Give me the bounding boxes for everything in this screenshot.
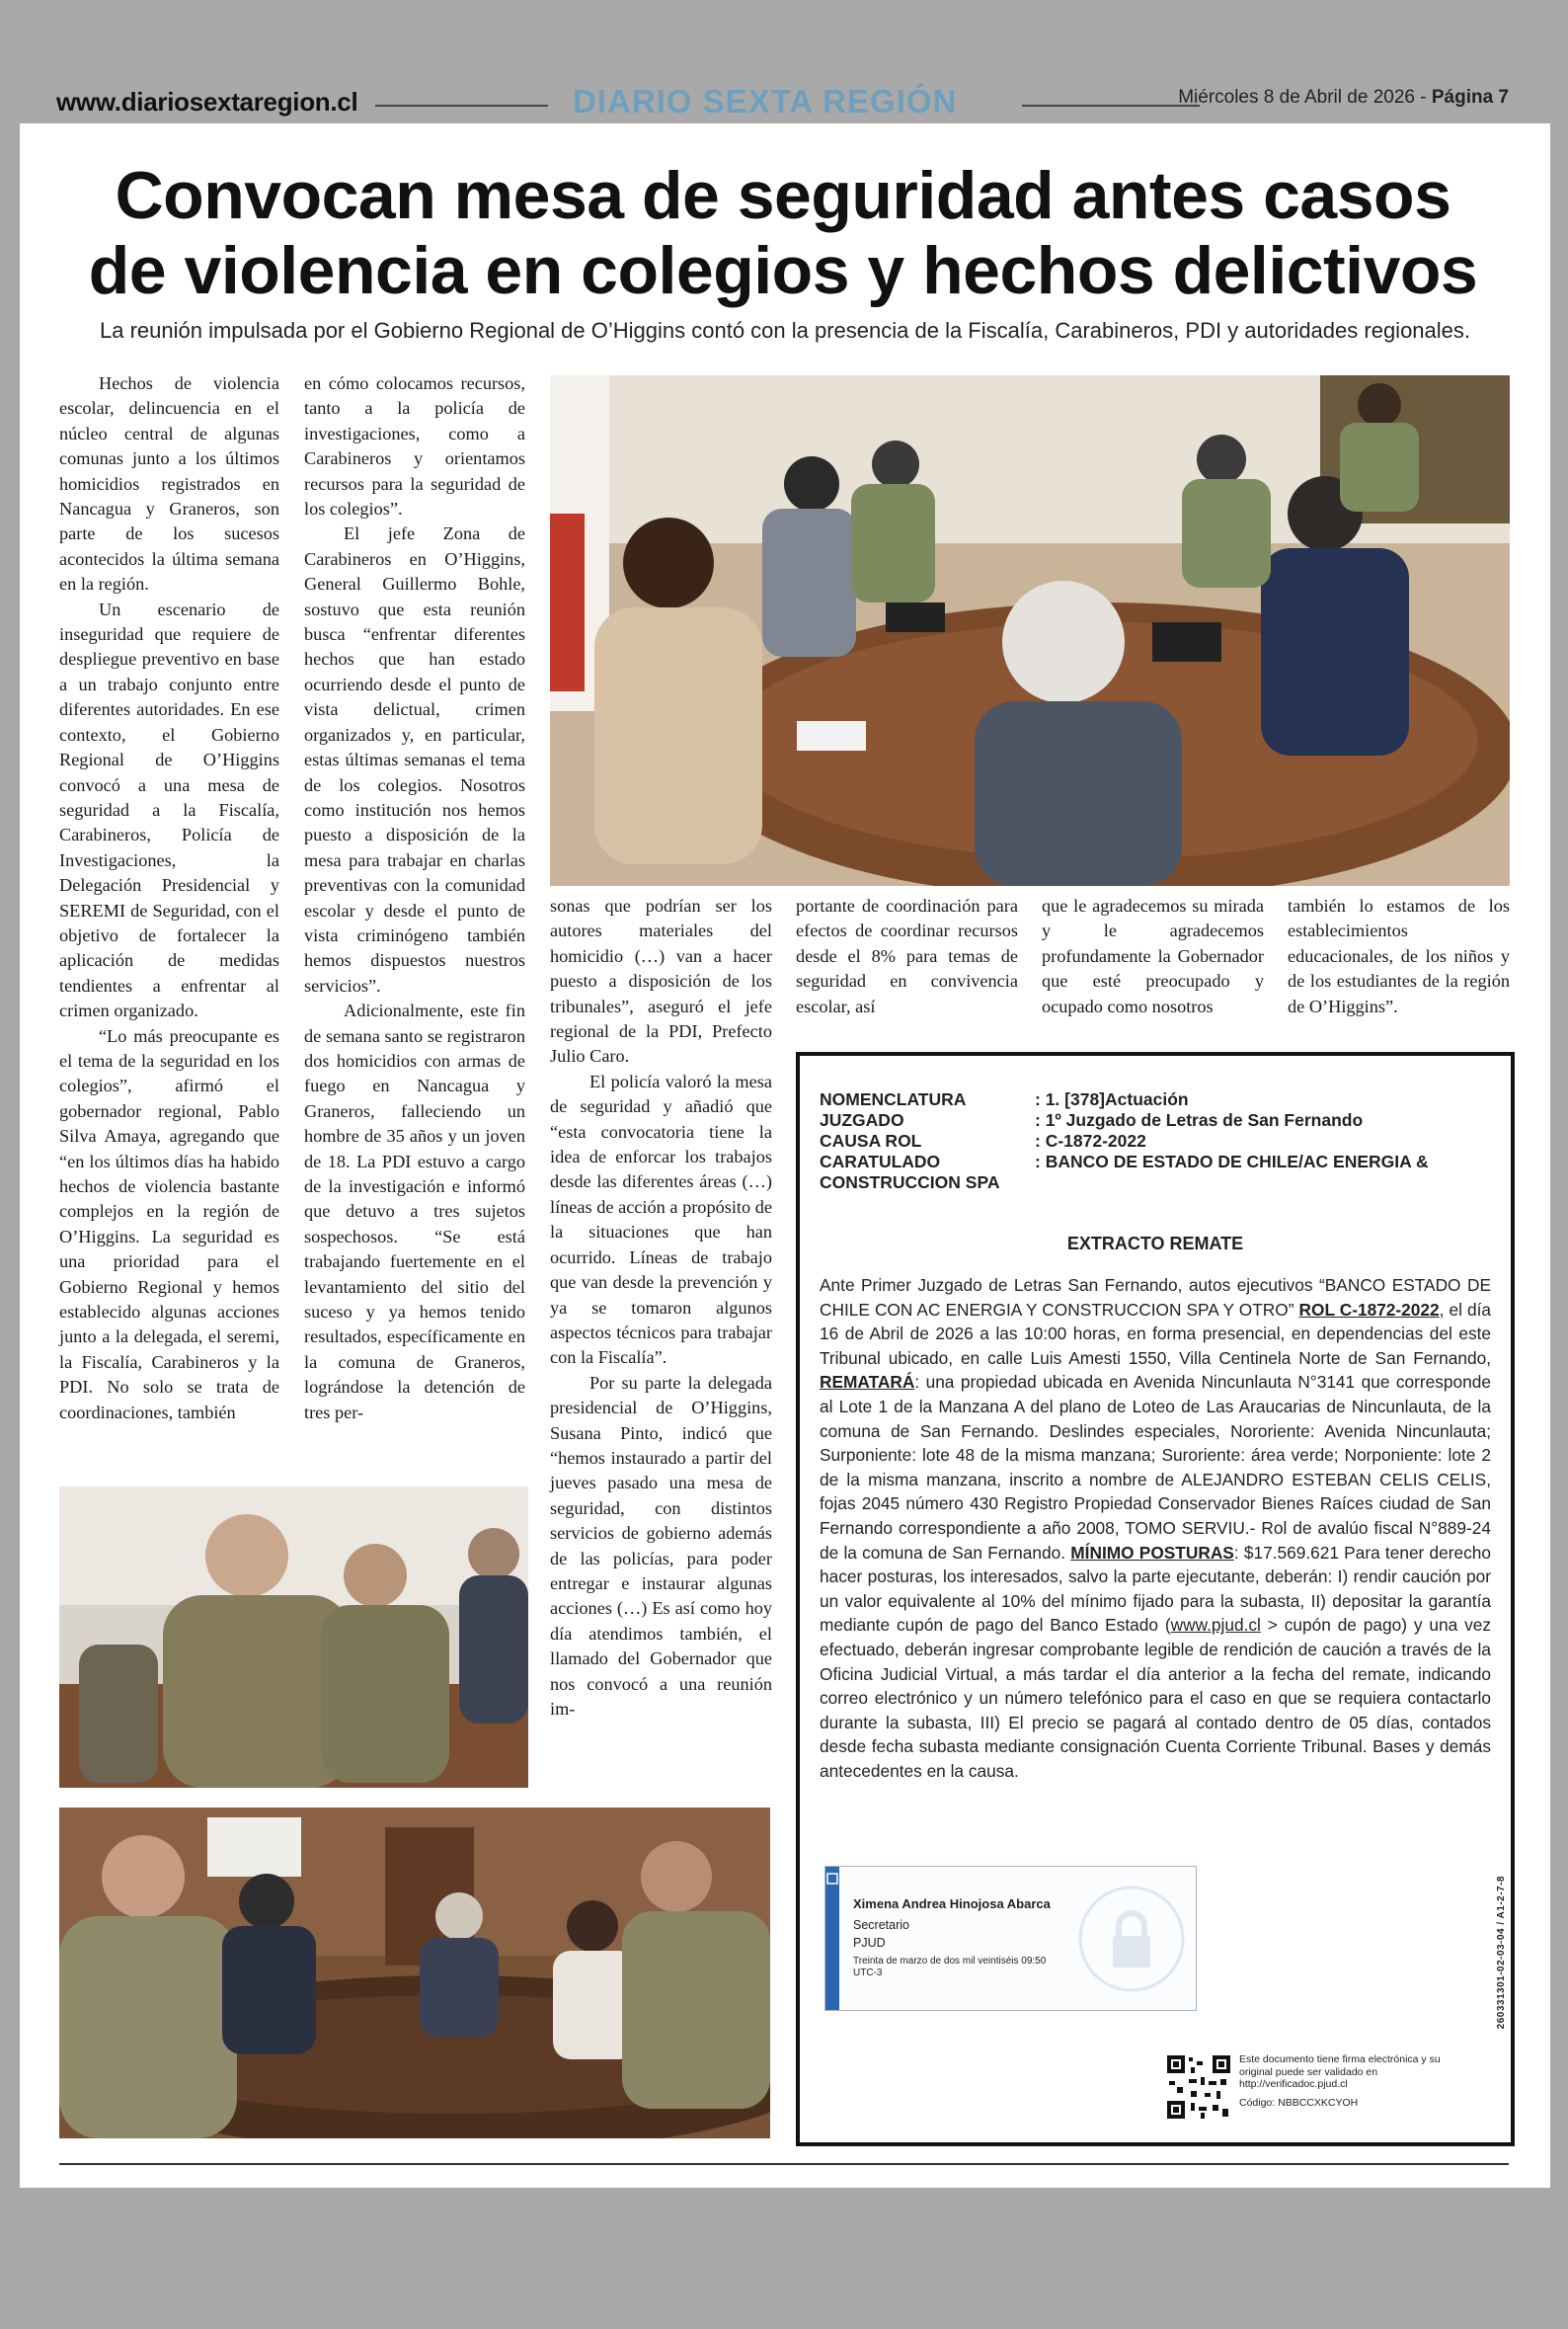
- qr-code-icon[interactable]: [1165, 2053, 1232, 2121]
- signature-date: Treinta de marzo de dos mil veintiséis 09:50 UTC-3: [853, 1956, 1047, 1978]
- notice-text: : una propiedad ubicada en Avenida Nincunlauta N°3141 que corresponde al Lote 1 de la Manzana A del plano de Loteo de Las Araucarias de Nincunlauta, de la comuna de San Fernando. Deslindes especiales, Nororiente: Avenida Nincunlauta; Surponiente: lote 48 de la misma manzana; Suroriente: área verde; Norponiente: lote 2 de la misma manzana, inscrito a nombre de ALEJANDRO ESTEBAN CELIS CELIS, fojas 2045 número 430 Registro Propiedad Conservador Bienes Raíces ciudad de San Fernando correspondiente a año 2008, TOMO SERVIU.- Rol de avalúo fiscal N°889-24 de la comuna de San Fernando.: [820, 1372, 1491, 1563]
- article-column-6: [1288, 894, 1510, 1019]
- notice-title: EXTRACTO REMATE: [1066, 1234, 1244, 1253]
- document-id-code: 260331301-02-03-04 / A1-2-7-8: [1496, 1876, 1507, 2030]
- paragraph: Un escenario de inseguridad que requiere de despliegue preventivo en base a un trabajo conjunto entre diferentes autoridades. En ese contexto, el Gobierno Regional de O’Higgins convocó a una mesa de seguridad a la Fiscalía, Carabineros, Policía de Investigaciones, la Delegación Presidencial y SEREMI de Seguridad, con el objetivo de fortalecer la aplicación de medidas tendientes a enfrentar al crimen organizado.: [59, 599, 279, 1021]
- header-rule-right: [1022, 105, 1200, 107]
- meta-key: JUZGADO: [820, 1110, 904, 1130]
- paragraph: “Lo más preocupante es el tema de la seguridad en los colegios”, afirmó el gobernador regional, Pablo Silva Amaya, agregando que “en los últimos días ha habido hechos de violencia bastante complejos en la región de O’Higgins. La seguridad es una prioridad para el Gobierno Regional y hemos establecido algunas acciones junto a la delegada, el seremi, la Fiscalía, Carabineros y la PDI. No solo se trata de coordinaciones, también: [59, 1025, 279, 1422]
- paragraph: portante de coordinación para efectos de coordinar recursos desde el 8% para temas de seguridad en convivencia escolar, así: [796, 896, 1018, 1016]
- page-number: Página 7: [1431, 87, 1509, 108]
- verification-block: [1165, 2053, 1491, 2128]
- site-url[interactable]: www.diariosextaregion.cl: [56, 87, 358, 117]
- headline: [38, 158, 1529, 308]
- notice-text: : $17.569.621 Para tener derecho hacer posturas, los interesados, salvo la parte ejecutante, deberán: I) rendir caución por un valor equivalente al 10% del mínimo fijado para la subasta, II) depositar la garantía mediante cupón de pago del Banco Estado (: [820, 1542, 1491, 1636]
- roundtable-photo: [59, 1807, 770, 2138]
- paragraph: El policía valoró la mesa de seguridad y añadió que “esta convocatoria tiene la idea de enforcar los trabajos desde las diferentes áreas (…) líneas de acción a propósito de la situaciones que han ocurrido. Líneas de trabajo que van desde la prevención y ya se tomaron algunos aspectos técnicos para trabajar con la Fiscalía”.: [550, 1071, 772, 1368]
- article-column-2: [304, 371, 525, 1425]
- signer-org: PJUD: [853, 1936, 886, 1950]
- pjud-link[interactable]: www.pjud.cl: [1170, 1615, 1261, 1636]
- paragraph: que le agradecemos su mirada y le agradecemos profundamente la Gobernador que esté preocupado y ocupado como nosotros: [1042, 896, 1264, 1016]
- paragraph: también lo estamos de los establecimientos educacionales, de los niños y de los estudiantes de la región de O’Higgins”.: [1288, 896, 1510, 1016]
- legal-notice: [796, 1052, 1515, 2146]
- signature-bar: [825, 1867, 839, 2010]
- meta-key: CONSTRUCCION SPA: [820, 1172, 1000, 1192]
- header-rule-left: [375, 105, 548, 107]
- paragraph: Por su parte la delegada presidencial de O’Higgins, Susana Pinto, indicó que “hemos instaurado a partir del jueves pasado una mesa de seguridad, con distintos servicios de gobierno además de las policías, para poder entregar e instaurar algunas acciones (…) Es así como hoy día atendimos también, el llamado del Gobernador que nos convocó a una reunión im-: [550, 1372, 772, 1719]
- meta-key: NOMENCLATURA: [820, 1089, 967, 1109]
- date-text: Miércoles 8 de Abril de 2026 -: [1178, 87, 1432, 108]
- notice-text: > cupón de pago) y una vez efectuado, deberán ingresar comprobante legible de rendición de caución a través de la Oficina Judicial Virtual, a más tardar el día anterior a la fecha del remate, indicando correo electrónico y un número telefónico para el caso en que se requiera contactarlo durante la subasta, III) El precio se pagará al contado dentro de 05 días, contados desde fecha subasta mediante consignación Cuenta Corriente Tribunal. Bases y demás antecedentes en la causa.: [820, 1615, 1491, 1781]
- meta-value: [1035, 1172, 1479, 1193]
- article-column-3: [550, 894, 772, 1722]
- rematara-label: REMATARÁ: [820, 1372, 915, 1393]
- signer-role: Secretario: [853, 1918, 909, 1932]
- paragraph: El jefe Zona de Carabineros en O’Higgins, General Guillermo Bohle, sostuvo que esta reunión busca “enfrentar diferentes hechos que han estado ocurriendo desde el punto de vista delictual, crimen organizados y, en particular, estas últimas semanas el tema de los colegios. Nosotros como institución nos hemos puesto a disposición de la mesa para trabajar en charlas preventivas con la comunidad escolar y desde el punto de vista criminógeno también hemos dispuestos nuestros servicios”.: [304, 523, 525, 996]
- page-header: [0, 79, 1568, 128]
- meta-row: [820, 1110, 1479, 1131]
- electronic-signature: [824, 1866, 1197, 2011]
- paragraph: en cómo colocamos recursos, tanto a la policía de investigaciones, como a Carabineros y orientamos recursos para la seguridad de los colegios”.: [304, 373, 525, 520]
- meta-row: [820, 1152, 1479, 1172]
- meta-value: : 1. [378]Actuación: [1035, 1089, 1189, 1109]
- masthead: DIARIO SEXTA REGIÓN: [573, 83, 958, 120]
- meta-value: : BANCO DE ESTADO DE CHILE/AC ENERGIA &: [1035, 1152, 1429, 1171]
- minimo-label: MÍNIMO POSTURAS: [1070, 1542, 1234, 1563]
- verification-code: Código: NBBCCXKCYOH: [1239, 2096, 1359, 2109]
- article-column-1: [59, 371, 279, 1425]
- seal-icon: [826, 1873, 838, 1885]
- meta-row: [820, 1131, 1479, 1152]
- notice-text: , el día 16 de Abril de 2026 a las 10:00 horas, en forma presencial, en dependencias del este Tribunal ubicado, en calle Luis Amesti 1550, Villa Centinela Norte de San Fernando,: [820, 1299, 1491, 1368]
- headline-line-2: de violencia en colegios y hechos delictivos: [88, 233, 1478, 308]
- notice-text: Ante Primer Juzgado de Letras San Fernando, autos ejecutivos “BANCO ESTADO DE CHILE CON AC ENERGIA Y CONSTRUCCION SPA Y OTRO”: [820, 1275, 1491, 1320]
- meta-row: [820, 1089, 1479, 1110]
- main-meeting-photo: [550, 375, 1510, 886]
- meta-row: [820, 1172, 1479, 1193]
- dateline: [1178, 87, 1509, 109]
- padlock-icon: [1077, 1885, 1186, 1993]
- meta-value: : C-1872-2022: [1035, 1131, 1146, 1151]
- paragraph: Adicionalmente, este fin de semana santo se registraron dos homicidios con armas de fuego en Nancagua y Graneros, falleciendo un hombre de 35 años y un joven de 18. La PDI estuvo a cargo de la investigación e informó que detuvo a tres sujetos sospechosos. “Se está trabajando fuertemente en el levantamiento del sitio del suceso y ya hemos tenido resultados, específicamente en la comuna de Graneros, lográndose la detención de tres per-: [304, 1001, 525, 1422]
- verification-note: Este documento tiene firma electrónica y su original puede ser validado en http://verificadoc.pjud.cl: [1239, 2053, 1441, 2090]
- verification-text: [1239, 2053, 1476, 2109]
- carabineros-photo: [59, 1486, 528, 1788]
- meta-value: : 1º Juzgado de Letras de San Fernando: [1035, 1110, 1364, 1130]
- subheadline: La reunión impulsada por el Gobierno Regional de O’Higgins contó con la presencia de la Fiscalía, Carabineros, PDI y autoridades regionales.: [99, 318, 1471, 343]
- footer-rule: [59, 2163, 1509, 2165]
- notice-body: [820, 1273, 1491, 1783]
- paragraph: sonas que podrían ser los autores materiales del homicidio (…) van a hacer puesto a disposición de los tribunales”, aseguró el jefe regional de la PDI, Prefecto Julio Caro.: [550, 896, 772, 1067]
- notice-metadata: [820, 1089, 1479, 1193]
- meta-key: CAUSA ROL: [820, 1131, 922, 1151]
- case-rol: ROL C-1872-2022: [1298, 1299, 1440, 1320]
- signer-name: Ximena Andrea Hinojosa Abarca: [853, 1896, 1051, 1911]
- headline-line-1: Convocan mesa de seguridad antes casos: [115, 158, 1451, 233]
- article-column-4: [796, 894, 1018, 1019]
- paragraph: Hechos de violencia escolar, delincuencia en el núcleo central de algunas comunas junto a los últimos homicidios registrados en Nancagua y Graneros, son parte de los sucesos acontecidos la última semana en la región.: [59, 373, 279, 595]
- meta-key: CARATULADO: [820, 1152, 941, 1171]
- article-column-5: [1042, 894, 1264, 1019]
